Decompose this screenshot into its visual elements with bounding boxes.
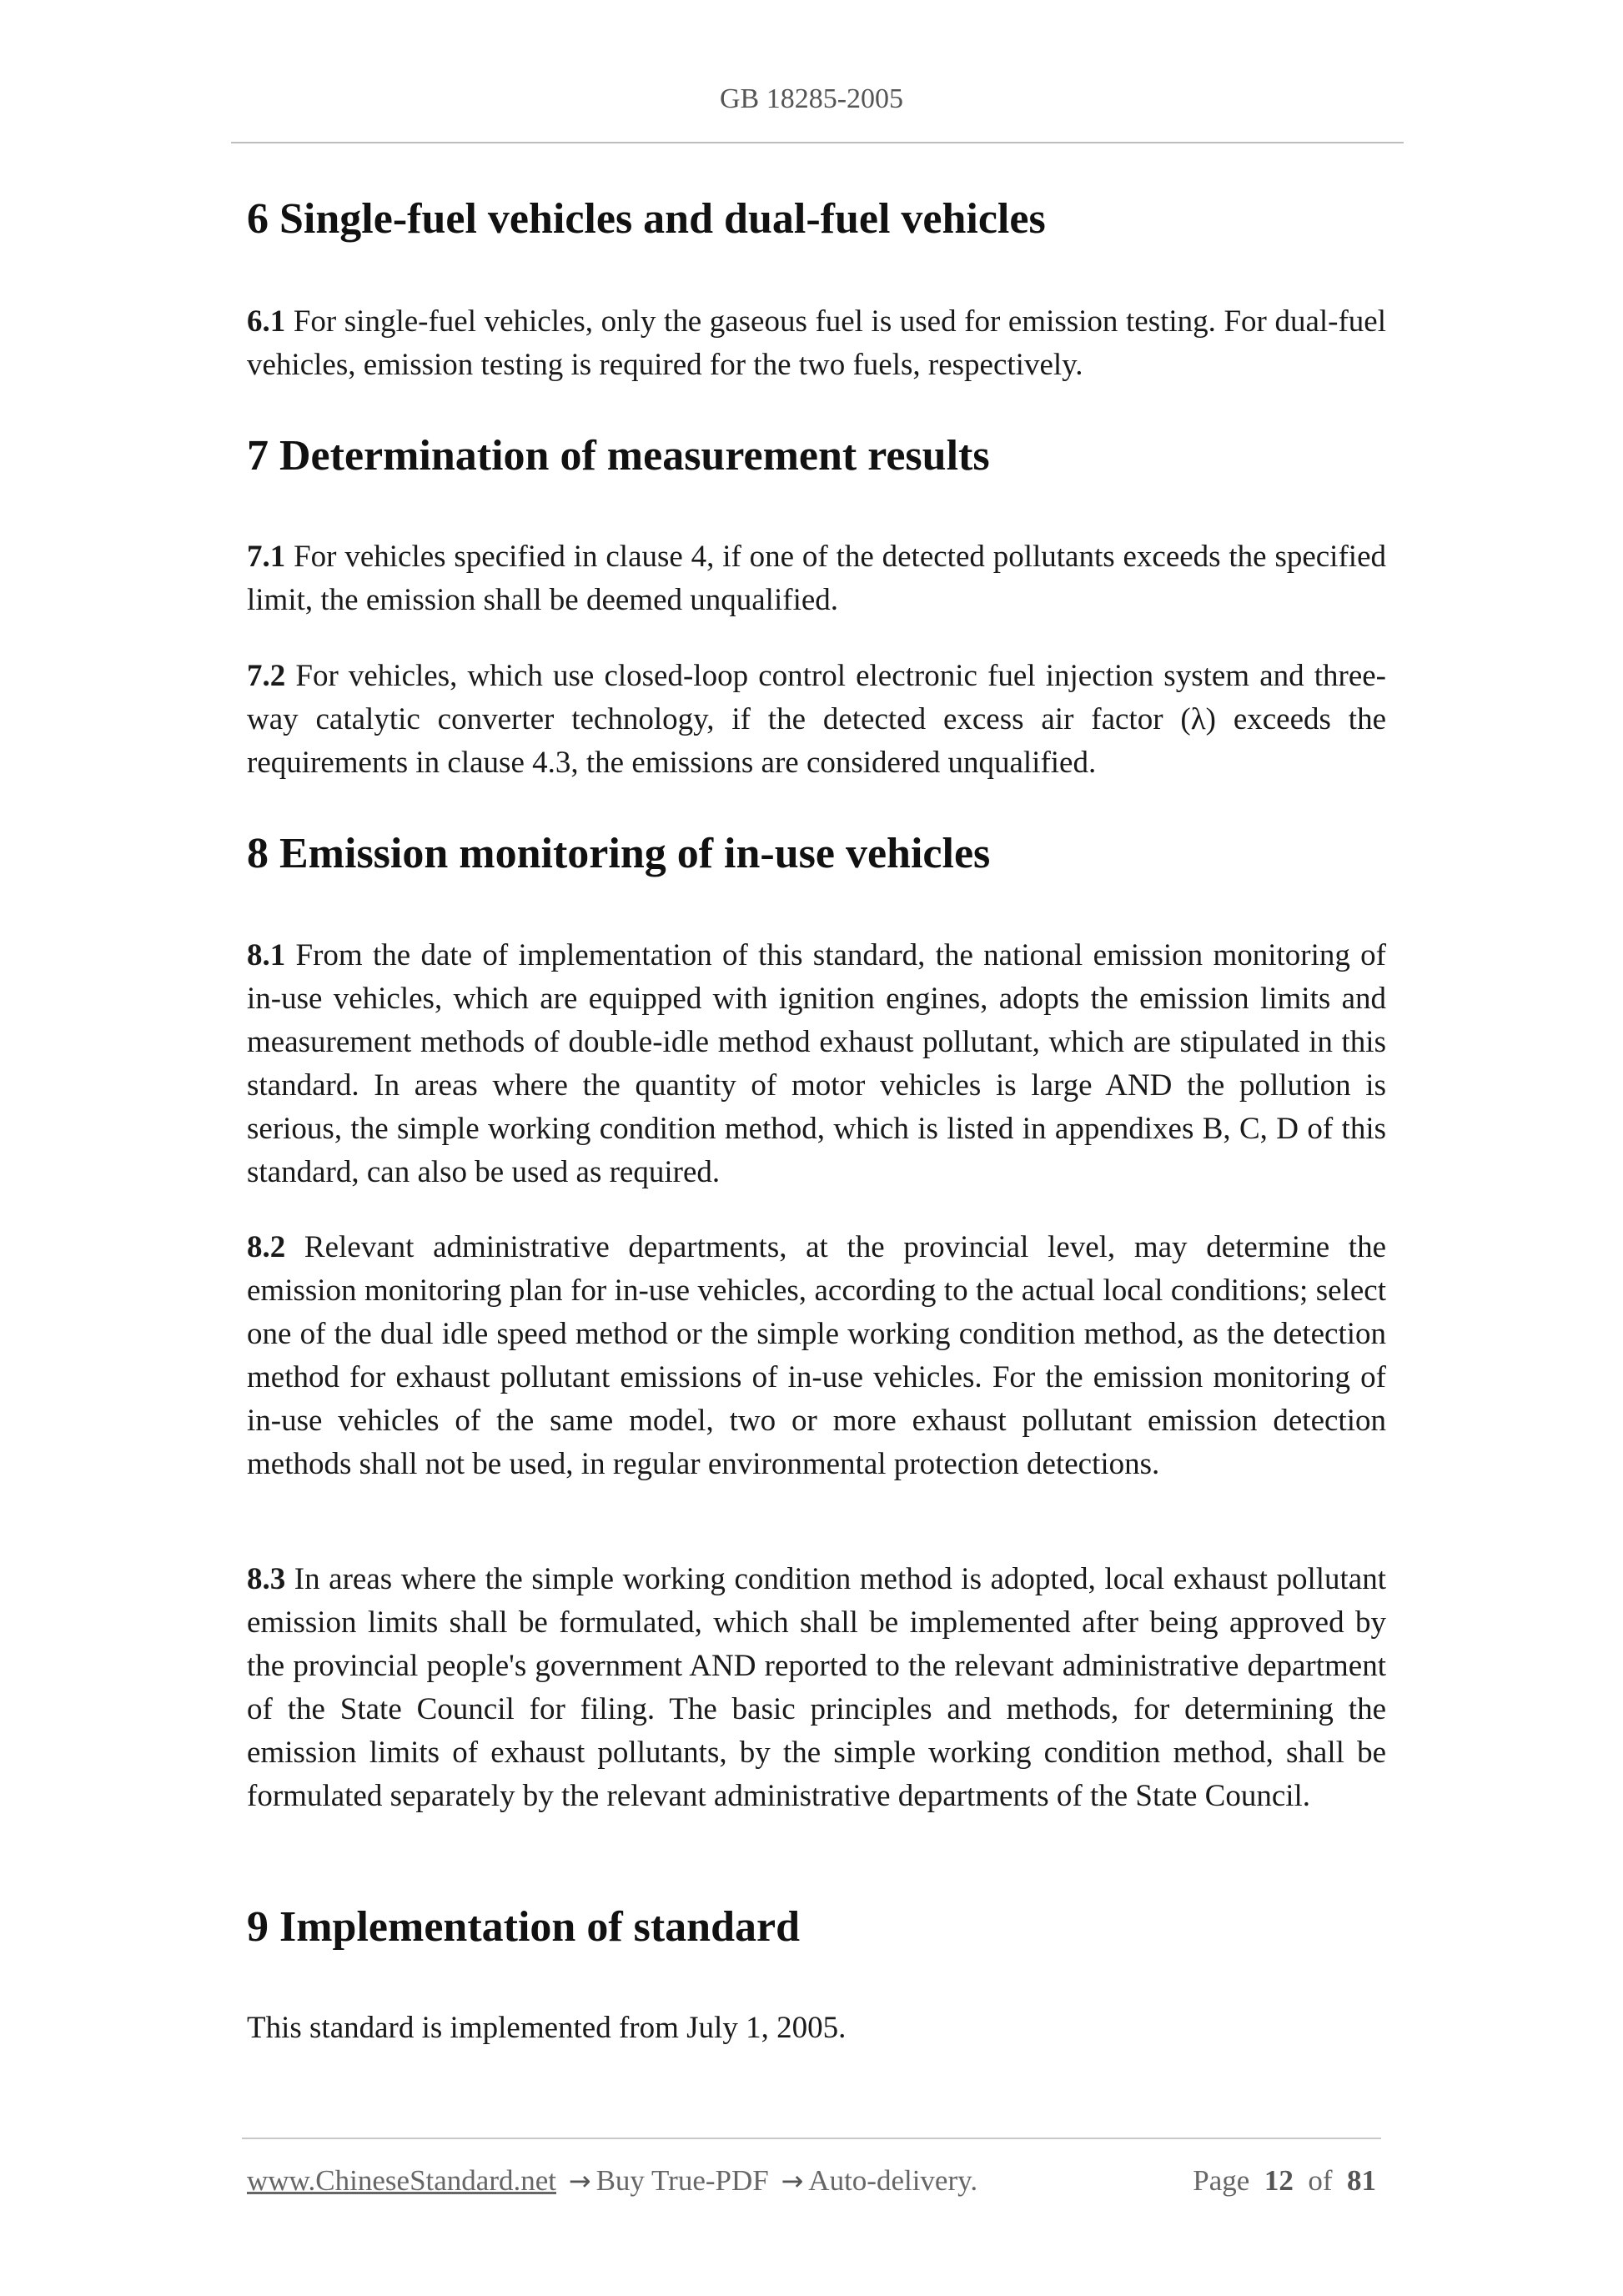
clause-7-1 [247,535,1386,622]
clause-7-2 [247,655,1386,785]
clause-7-1-text: For vehicles specified in clause 4, if one of the detected pollutants exceeds the specified limit, the emission shall be deemed unqualified. [247,540,1386,617]
clause-6-1 [247,300,1386,387]
page-label: Page [1193,2164,1250,2197]
clause-6-1-text: For single-fuel vehicles, only the gaseous fuel is used for emission testing. For dual-fuel vehicles, emission testing is required for the two fuels, respectively. [247,304,1386,382]
page-current: 12 [1264,2164,1294,2197]
clause-7-1-number: 7.1 [247,540,286,574]
clause-8-2-text: Relevant administrative departments, at the provincial level, may determine the emission monitoring plan for in-use vehicles, according to the actual local conditions; select one of the dual idle speed method or the simple working condition method, as the detection method for exhaust pollutant emissions of in-use vehicles. For the emission monitoring of in-use vehicles of the same model, two or more exhaust pollutant emission detection methods shall not be used, in regular environmental protection detections. [247,1230,1386,1481]
buy-true-pdf-text: Buy True-PDF [595,2164,769,2197]
implementation-statement: This standard is implemented from July 1, 2005. [247,2011,847,2045]
clause-8-1-text: From the date of implementation of this standard, the national emission monitoring of in-use vehicles, which are equipped with ignition engines, adopts the emission limits and measurement methods of double-idle method exhaust pollutant, which are stipulated in this standard. In areas where the quantity of motor vehicles is large AND the pollution is serious, the simple working condition method, which is listed in appendixes B, C, D of this standard, can also be used as required. [247,938,1386,1189]
arrow-right-icon: → [781,2165,804,2197]
clause-8-1 [247,934,1386,1194]
document-id: GB 18285-2005 [719,83,904,114]
page-total: 81 [1347,2164,1376,2197]
section-9-heading: 9 Implementation of standard [247,1903,801,1951]
header-divider [231,142,1404,143]
clause-7-2-text: For vehicles, which use closed-loop control electronic fuel injection system and three-way catalytic converter technology, if the detected excess air factor (λ) exceeds the requirements in clause 4.3, the emissions are considered unqualified. [247,659,1386,780]
clause-8-2-number: 8.2 [247,1230,286,1264]
clause-8-3 [247,1558,1386,1818]
footer-promo [247,2164,977,2198]
clause-6-1-number: 6.1 [247,304,286,339]
clause-8-3-text: In areas where the simple working condition method is adopted, local exhaust pollutant emission limits shall be formulated, which shall be implemented after being approved by the provincial people's government AND reported to the relevant administrative department of the State Council for filing. The basic principles and methods, for determining the emission limits of exhaust pollutants, by the simple working condition method, shall be formulated separately by the relevant administrative departments of the State Council. [247,1562,1386,1813]
clause-7-2-number: 7.2 [247,659,286,693]
section-7-heading: 7 Determination of measurement results [247,432,990,480]
clause-8-3-number: 8.3 [247,1562,286,1596]
auto-delivery-text: Auto-delivery. [808,2164,978,2197]
section-8-heading: 8 Emission monitoring of in-use vehicles [247,830,991,877]
clause-8-2 [247,1226,1386,1486]
clause-8-1-number: 8.1 [247,938,286,972]
footer-divider [242,2138,1381,2139]
site-link[interactable]: www.ChineseStandard.net [247,2164,556,2197]
page-of: of [1308,2164,1333,2197]
arrow-right-icon: → [568,2165,591,2197]
page-indicator [1193,2164,1376,2198]
section-6-heading: 6 Single-fuel vehicles and dual-fuel vehicles [247,195,1046,243]
